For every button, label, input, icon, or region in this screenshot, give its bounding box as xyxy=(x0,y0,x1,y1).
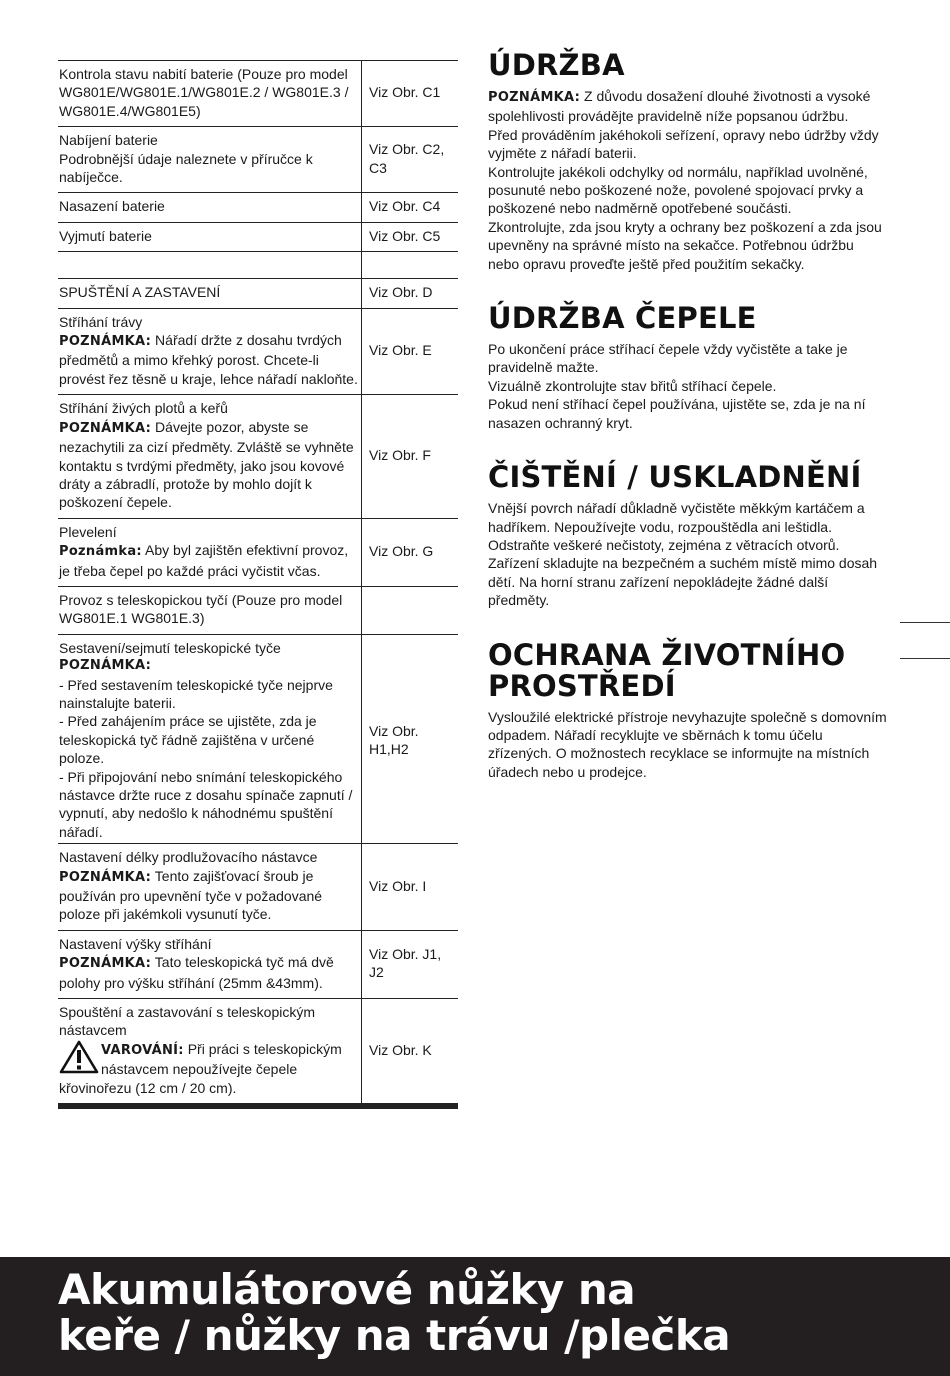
row-figure-reference: Viz Obr. C2, C3 xyxy=(362,127,459,193)
warning-label: VAROVÁNÍ: xyxy=(101,1042,184,1058)
blade-paragraph: Pokud není stříhací čepel používána, ujistěte se, zda je na ní nasazen ochranný kryt. xyxy=(488,396,866,431)
note-text: Tento zajišťovací šroub je používán pro upevnění tyče v požadované poloze při jakémkoli vysunutí tyče. xyxy=(59,867,323,923)
note-text: Tato teleskopická tyč má dvě polohy pro výšku stříhání (25mm &43mm). xyxy=(59,954,334,991)
footer-title-line: keře / nůžky na trávu /plečka xyxy=(58,1311,731,1360)
maintenance-section xyxy=(488,50,888,273)
row-figure-reference: Viz Obr. C4 xyxy=(362,193,459,222)
row-text: Podrobnější údaje naleznete v příručce k nabíječce. xyxy=(59,150,313,186)
note-text: Z důvodu dosažení dlouhé životnosti a vysoké spolehlivosti provádějte pravidelně níže popsanou údržbu. xyxy=(488,88,871,125)
row-figure-reference xyxy=(362,252,459,279)
row-description xyxy=(58,395,362,518)
row-title: Sestavení/sejmutí teleskopické tyče xyxy=(59,639,281,656)
maintenance-paragraph: Kontrolujte jakékoli odchylky od normálu, například uvolněné, posunuté nebo poškozené nože, povolené spojovací prvky a poškozené nebo nadměrně opotřebené součásti. xyxy=(488,163,868,217)
table-row xyxy=(58,308,458,395)
row-title: Nastavení výšky stříhání xyxy=(59,935,212,952)
environment-paragraph: Vysloužilé elektrické přístroje nevyhazujte společně s domovním odpadem. Nářadí recyklujte ve sběrnách k tomu účelu zřízených. O možnostech recyklace se informujte na místních úřadech nebo u prodejce. xyxy=(488,708,887,780)
note-label: Poznámka: xyxy=(59,544,142,560)
row-description: SPUŠTĚNÍ A ZASTAVENÍ xyxy=(58,279,362,308)
row-description xyxy=(58,127,362,193)
row-description xyxy=(58,844,362,931)
note-label: POZNÁMKA: xyxy=(488,90,581,105)
cleaning-paragraph: Vnější povrch nářadí důkladně vyčistěte měkkým kartáčem a hadříkem. Nepoužívejte vodu, rozpouštědla ani leštidla. Odstraňte veškeré nečistoty, zejména z větracích otvorů. xyxy=(488,500,865,553)
row-title: Spouštění a zastavování s teleskopickým nástavcem xyxy=(59,1004,316,1039)
note-line: - Před sestavením teleskopické tyče nejprve nainstalujte baterii. xyxy=(59,676,333,711)
row-description: Kontrola stavu nabití baterie (Pouze pro model WG801E/WG801E.1/WG801E.2 / WG801E.3 / WG801E.4/WG801E5) xyxy=(58,61,362,127)
row-description: Vyjmutí baterie xyxy=(58,222,362,251)
environment-heading-line: OCHRANA ŽIVOTNÍHO xyxy=(488,637,846,672)
row-figure-reference xyxy=(362,586,459,634)
maintenance-paragraph: Zkontrolujte, zda jsou kryty a ochrany bez poškození a zda jsou upevněny na správné místo na sekačce. Potřebnou údržbu nebo opravu proveďte ještě před použitím sekačky. xyxy=(488,218,882,272)
row-title: Plevelení xyxy=(59,523,117,540)
table-row xyxy=(58,279,458,308)
row-figure-reference: Viz Obr. H1,H2 xyxy=(362,634,459,843)
maintenance-heading: ÚDRŽBA xyxy=(488,48,625,82)
maintenance-note xyxy=(488,87,888,126)
table-row xyxy=(58,999,458,1107)
cleaning-paragraph: Zařízení skladujte na bezpečném a suchém místě mimo dosah dětí. Na horní stranu zařízení nepokládejte žádné další předměty. xyxy=(488,555,878,609)
operations-table xyxy=(58,60,458,1109)
environment-heading xyxy=(488,637,888,703)
environment-heading-line: PROSTŘEDÍ xyxy=(488,668,676,703)
row-figure-reference: Viz Obr. F xyxy=(362,395,459,518)
environment-section xyxy=(488,637,888,782)
row-figure-reference: Viz Obr. E xyxy=(362,308,459,395)
note-line: - Při připojování nebo snímání teleskopického nástavce držte ruce z dosahu spínače zapnutí / vypnutí, aby nedošlo k náhodnému spuštění nářadí. xyxy=(59,768,353,840)
table-row xyxy=(58,61,458,127)
note-text: Aby byl zajištěn efektivní provoz, je třeba čepel po každé práci vyčistit včas. xyxy=(59,542,349,579)
note-text: Nářadí držte z dosahu tvrdých předmětů a mimo křehký porost. Chcete-li provést řez těsně u kraje, lehce nářadí nakloňte. xyxy=(59,332,358,387)
table-row xyxy=(58,634,458,843)
right-column xyxy=(488,50,888,811)
row-description xyxy=(58,634,362,843)
blade-maintenance-section xyxy=(488,303,888,432)
warning-triangle-icon xyxy=(59,1040,99,1074)
blade-maintenance-heading: ÚDRŽBA ČEPELE xyxy=(488,301,757,336)
table-row xyxy=(58,395,458,518)
note-line: - Před zahájením práce se ujistěte, zda je teleskopická tyč řádně zajištěna v určené poloze. xyxy=(59,713,317,767)
side-tab-mark-top xyxy=(900,622,950,623)
footer-title-line: Akumulátorové nůžky na xyxy=(58,1265,636,1314)
blade-paragraph: Vizuálně zkontrolujte stav břitů stříhací čepele. xyxy=(488,377,777,394)
table-row xyxy=(58,518,458,586)
note-label: POZNÁMKA: xyxy=(59,956,152,972)
row-description xyxy=(58,999,362,1107)
side-tab-mark-bottom xyxy=(900,658,950,659)
row-description xyxy=(58,930,362,998)
blade-paragraph: Po ukončení práce stříhací čepele vždy vyčistěte a take je pravidelně mažte. xyxy=(488,341,848,376)
row-figure-reference: Viz Obr. C5 xyxy=(362,222,459,251)
note-label: POZNÁMKA: xyxy=(59,420,152,436)
note-label: POZNÁMKA: xyxy=(59,334,152,350)
row-title: Nabíjení baterie xyxy=(59,132,158,149)
table-row xyxy=(58,930,458,998)
row-description xyxy=(58,308,362,395)
table-row xyxy=(58,844,458,931)
cleaning-heading: ČIŠTĚNÍ / USKLADNĚNÍ xyxy=(488,460,862,495)
table-row xyxy=(58,222,458,251)
row-figure-reference: Viz Obr. J1, J2 xyxy=(362,930,459,998)
row-description xyxy=(58,252,362,279)
table-row xyxy=(58,586,458,634)
row-title: Stříhání živých plotů a keřů xyxy=(59,400,228,417)
warning-text: Při práci s teleskopickým nástavcem nepoužívejte čepele křovinořezu (12 cm / 20 cm). xyxy=(59,1040,342,1096)
footer-title xyxy=(58,1267,938,1359)
table-row-blank xyxy=(58,252,458,279)
row-title: Stříhání trávy xyxy=(59,313,143,330)
row-figure-reference: Viz Obr. K xyxy=(362,999,459,1107)
maintenance-paragraph: Před prováděním jakéhokoli seřízení, opravy nebo údržby vždy vyjměte z nářadí baterii. xyxy=(488,126,879,162)
row-description xyxy=(58,518,362,586)
row-figure-reference: Viz Obr. D xyxy=(362,279,459,308)
row-figure-reference: Viz Obr. G xyxy=(362,518,459,586)
row-description: Nasazení baterie xyxy=(58,193,362,222)
note-label: POZNÁMKA: xyxy=(59,869,152,885)
row-title: Nastavení délky prodlužovacího nástavce xyxy=(59,849,318,866)
warning-block xyxy=(59,1040,359,1097)
row-figure-reference: Viz Obr. C1 xyxy=(362,61,459,127)
row-figure-reference: Viz Obr. I xyxy=(362,844,459,931)
cleaning-section xyxy=(488,462,888,609)
table-row xyxy=(58,193,458,222)
row-description: Provoz s teleskopickou tyčí (Pouze pro model WG801E.1 WG801E.3) xyxy=(58,586,362,634)
note-label: POZNÁMKA: xyxy=(59,658,152,674)
note-text: Dávejte pozor, abyste se nezachytili za cizí předměty. Zvláště se vyhněte kontaktu s tvrdými předměty, jako jsou kovové dráty a zábradlí, protože by mohlo dojít k poškození čepele. xyxy=(59,418,354,511)
table-row xyxy=(58,127,458,193)
